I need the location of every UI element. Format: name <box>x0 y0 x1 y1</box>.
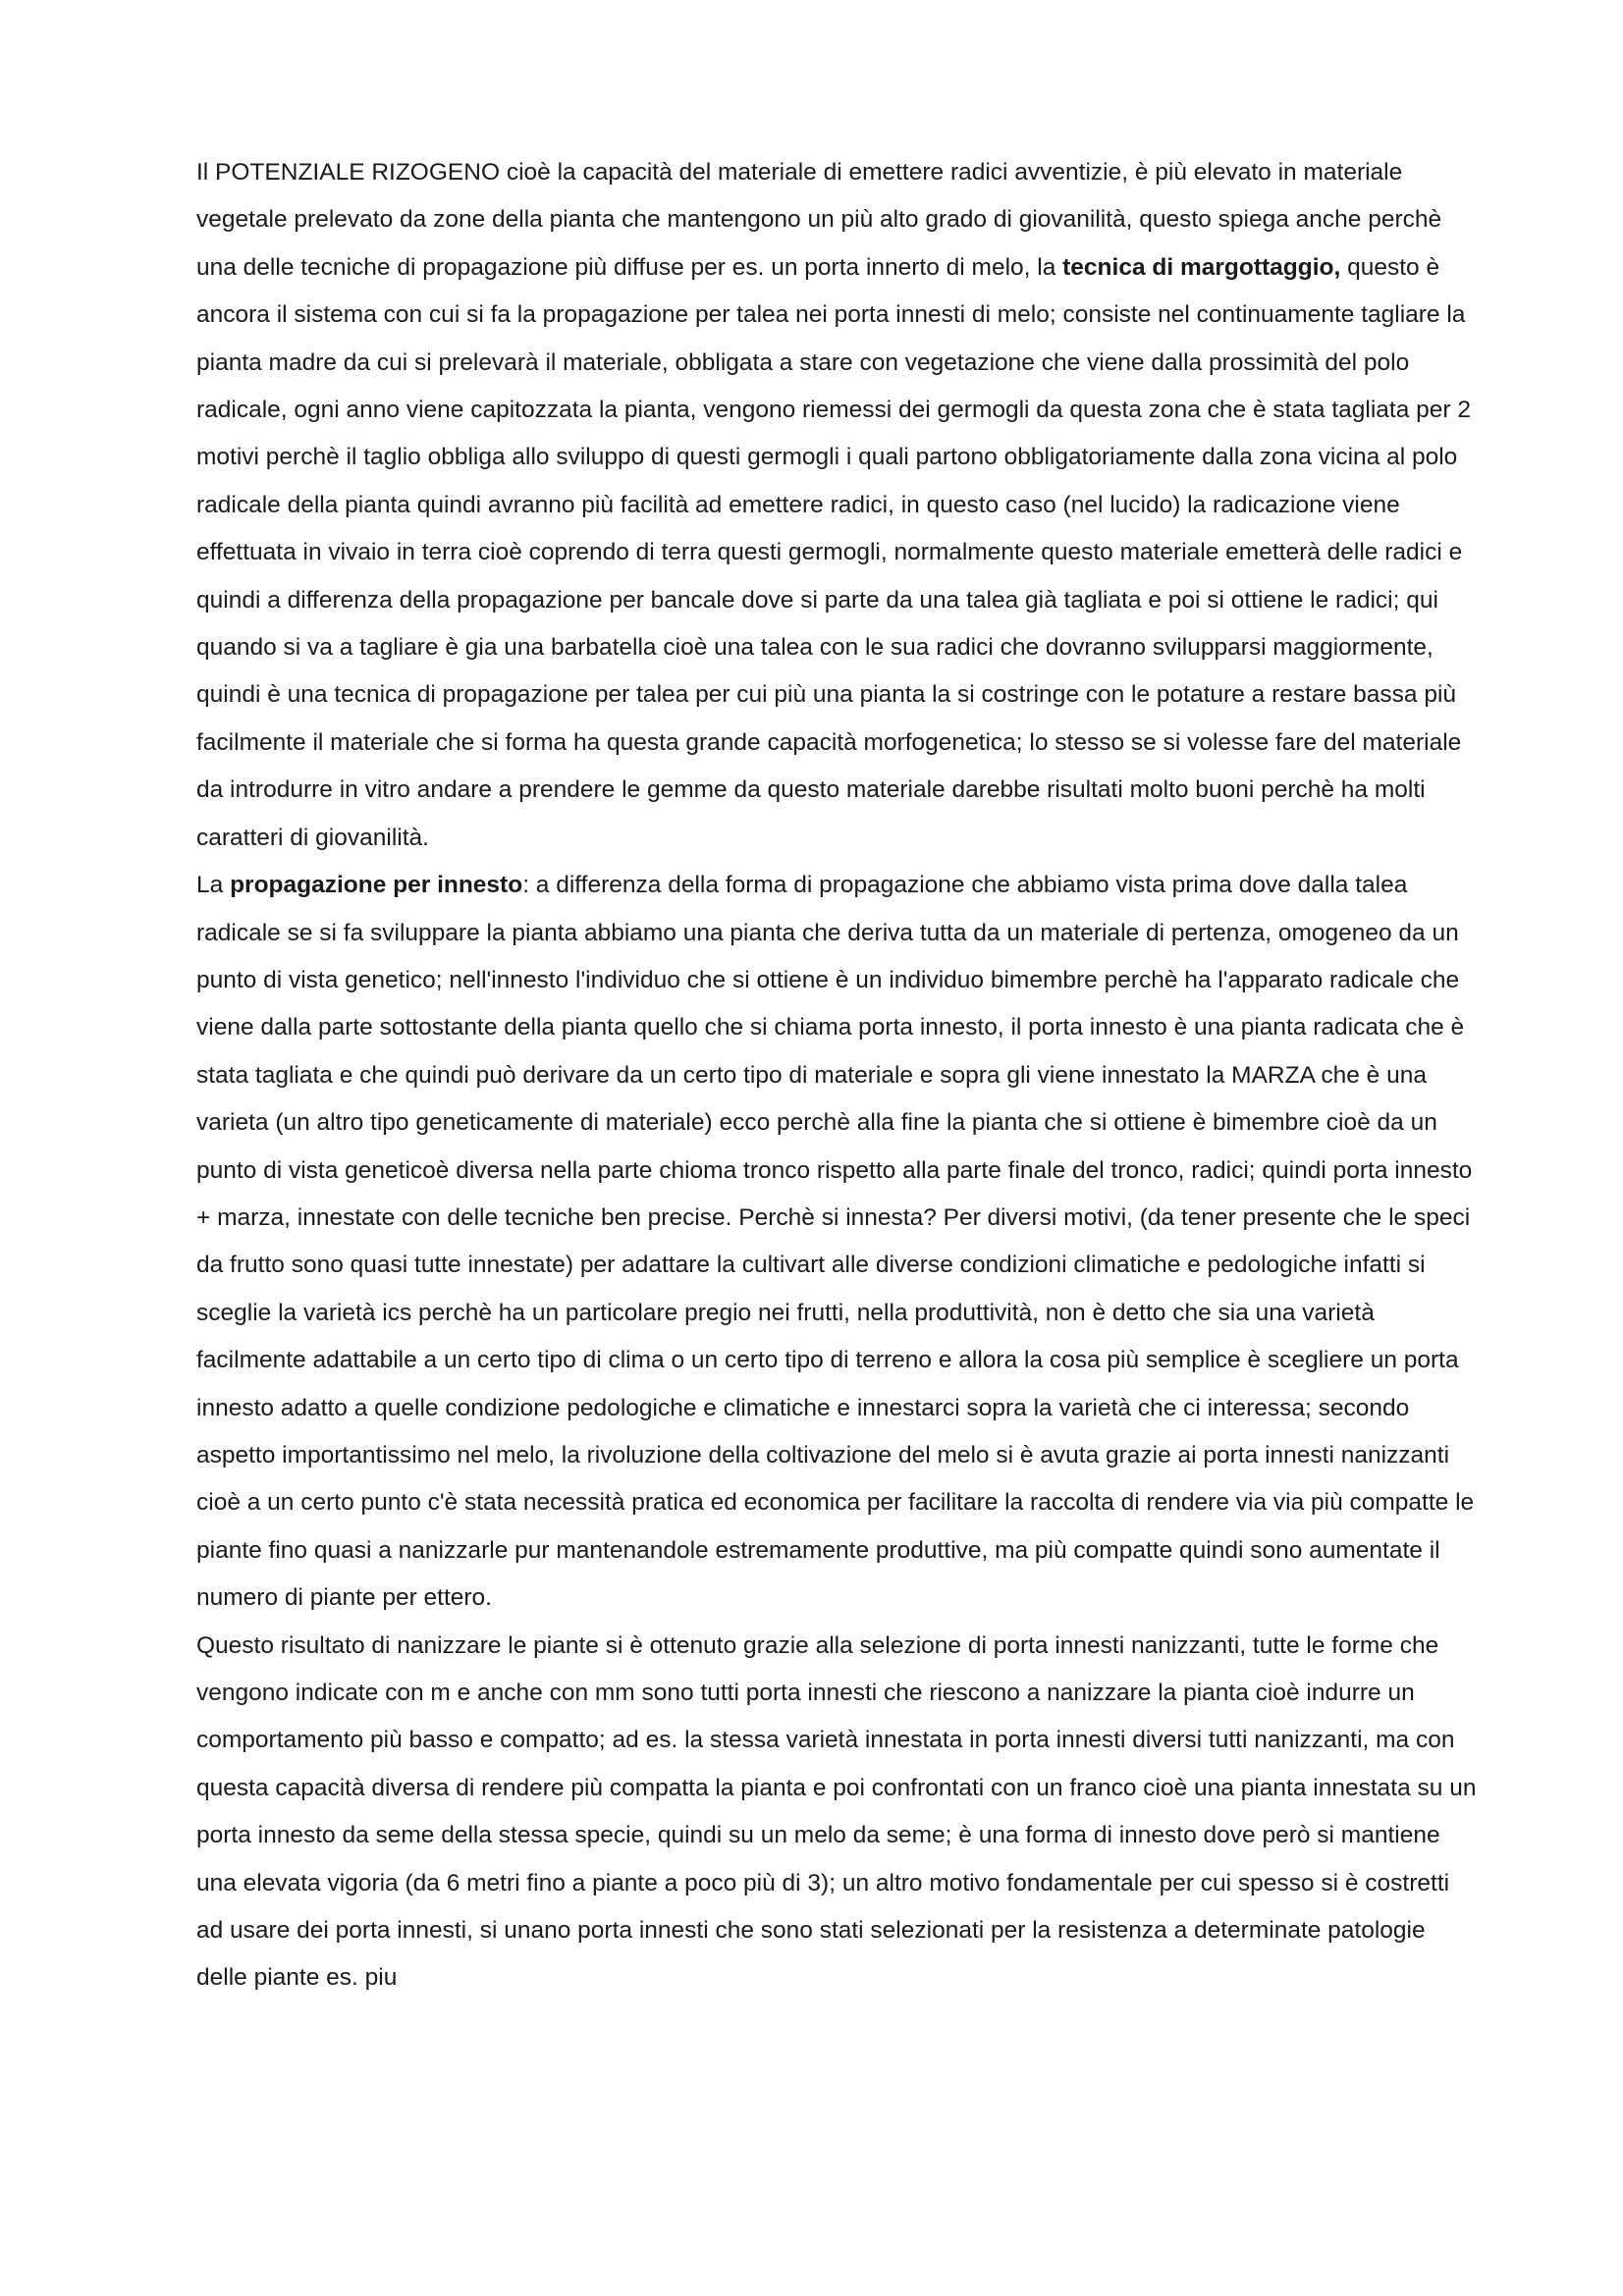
text-run: La <box>196 872 231 899</box>
text-run: : a differenza della forma di propagazione che abbiamo vista prima dove dalla talea radicale se si fa sviluppare la pianta abbiamo una pianta che deriva tutta da un materiale di pertenza, omogeneo da un punto di vista genetico; nell'innesto l'individuo che si ottiene è un individuo bimembre perchè ha l'apparato radicale che viene dalla parte sottostante della pianta quello che si chiama porta innesto, il porta innesto è una pianta radicata che è stata tagliata e che quindi può derivare da un certo tipo di materiale e sopra gli viene innestato la MARZA che è una varieta (un altro tipo geneticamente di materiale) ecco perchè alla fine la pianta che si ottiene è bimembre cioè da un punto di vista geneticoè diversa nella parte chioma tronco rispetto alla parte finale del tronco, radici; quindi porta innesto + marza, innestate con delle tecniche ben precise. Perchè si innesta? Per diversi motivi, (da tener presente che le speci da frutto sono quasi tutte innestate) per adattare la cultivart alle diverse condizioni climatiche e pedologiche infatti si sceglie la varietà ics perchè ha un particolare pregio nei frutti, nella produttività, non è detto che sia una varietà facilmente adattabile a un certo tipo di clima o un certo tipo di terreno e allora la cosa più semplice è scegliere un porta innesto adatto a quelle condizione pedologiche e climatiche e innestarci sopra la varietà che ci interessa; secondo aspetto importantissimo nel melo, la rivoluzione della coltivazione del melo si è avuta grazie ai porta innesti nanizzanti cioè a un certo punto c'è stata necessità pratica ed economica per facilitare la raccolta di rendere via via più compatte le piante fino quasi a nanizzarle pur mantenandole estremamente produttive, ma più compatte quindi sono aumentate il numero di piante per ettero. <box>196 872 1475 1612</box>
text-run: questo è ancora il sistema con cui si fa la propagazione per talea nei porta innesti di melo; consiste nel continuamente tagliare la pianta madre da cui si prelevarà il materiale, obbligata a stare con vegetazione che viene dalla prossimità del polo radicale, ogni anno viene capitozzata la pianta, vengono riemessi dei germogli da questa zona che è stata tagliata per 2 motivi perchè il taglio obbliga allo sviluppo di questi germogli i quali partono obbligatoriamente dalla zona vicina al polo radicale della pianta quindi avranno più facilità ad emettere radici, in questo caso (nel lucido) la radicazione viene effettuata in vivaio in terra cioè coprendo di terra questi germogli, normalmente questo materiale emetterà delle radici e quindi a differenza della propagazione per bancale dove si parte da una talea già tagliata e poi si ottiene le radici; qui quando si va a tagliare è gia una barbatella cioè una talea con le sua radici che dovranno svilupparsi maggiormente, quindi è una tecnica di propagazione per talea per cui più una pianta la si costringe con le potature a restare bassa più facilmente il materiale che si forma ha questa grande capacità morfogenetica; lo stesso se si volesse fare del materiale da introdurre in vitro andare a prendere le gemme da questo materiale darebbe risultati molto buoni perchè ha molti caratteri di giovanilità. <box>196 253 1471 851</box>
text-run: Il POTENZIALE RIZOGENO cioè la capacità del materiale di emettere radici avventizie, è più elevato in materiale vegetale prelevato da zone della pianta che mantengono un più alto grado di giovanilità, questo spiega anche perchè una delle tecniche di propagazione più diffuse per es. un porta innerto di melo, la <box>196 159 1442 281</box>
paragraph-potenziale-rizogeno <box>196 149 1483 862</box>
paragraph-nanizzare <box>196 1623 1483 2002</box>
document-page <box>196 149 1483 2002</box>
bold-term-propagazione-innesto: propagazione per innesto <box>230 872 523 899</box>
paragraph-propagazione-innesto <box>196 862 1483 1623</box>
bold-term-margottaggio: tecnica di margottaggio, <box>1062 253 1341 281</box>
text-run: Questo risultato di nanizzare le piante si è ottenuto grazie alla selezione di porta innesti nanizzanti, tutte le forme che vengono indicate con m e anche con mm sono tutti porta innesti che riescono a nanizzare la pianta cioè indurre un comportamento più basso e compatto; ad es. la stessa varietà innestata in porta innesti diversi tutti nanizzanti, ma con questa capacità diversa di rendere più compatta la pianta e poi confrontati con un franco cioè una pianta innestata su un porta innesto da seme della stessa specie, quindi su un melo da seme; è una forma di innesto dove però si mantiene una elevata vigoria (da 6 metri fino a piante a poco più di 3); un altro motivo fondamentale per cui spesso si è costretti ad usare dei porta innesti, si unano porta innesti che sono stati selezionati per la resistenza a determinate patologie delle piante es. piu <box>196 1631 1477 1992</box>
